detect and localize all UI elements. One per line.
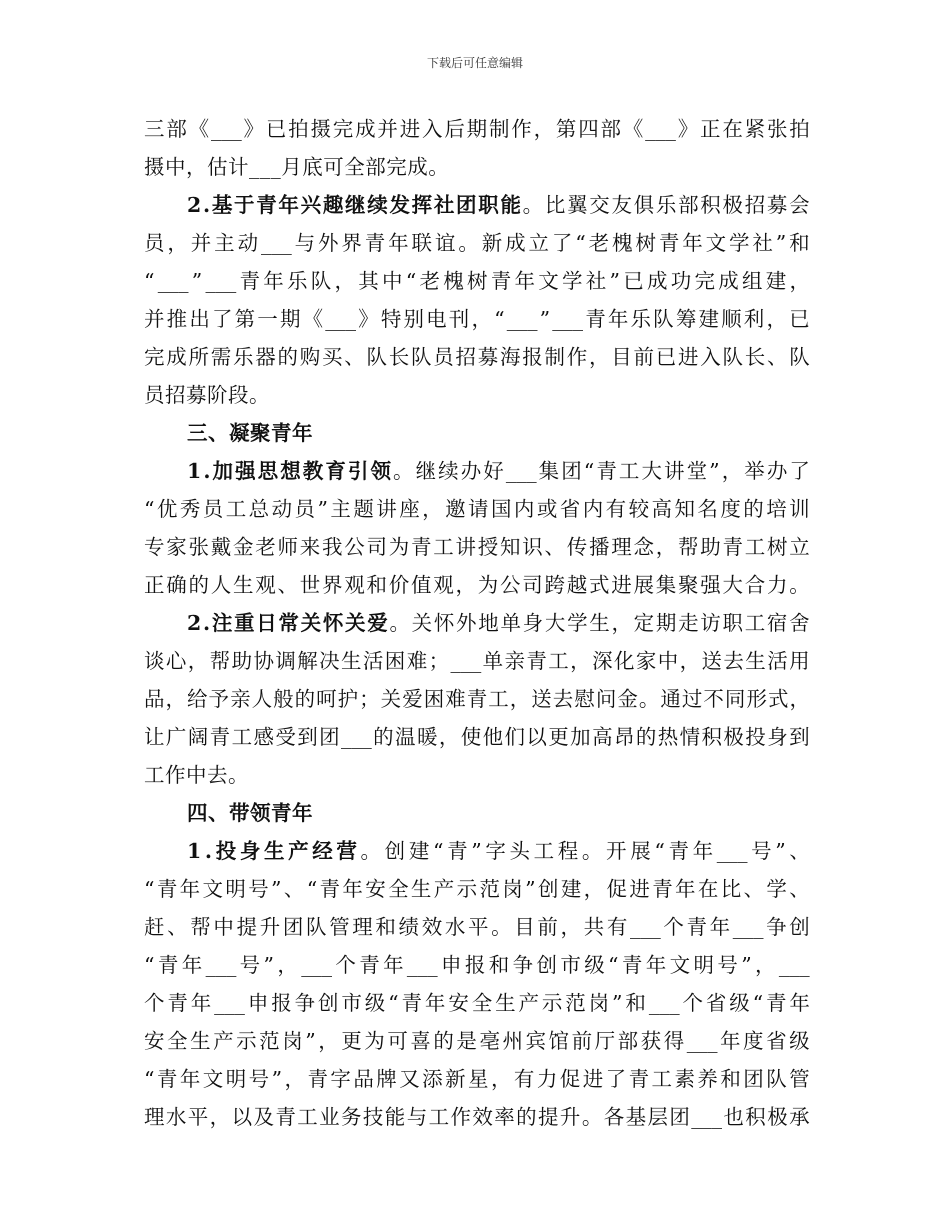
text-line (144, 756, 810, 794)
text-line (144, 376, 810, 414)
text-line: “ 青 年 文 明 号 ” 、 “ 青 年 安 全 生 产 示 范 岗 ” 创 建 ， 促 进 青 年 在 比 、 学 、 (144, 877, 810, 901)
text-line: 谈 心 ， 帮 助 协 调 解 决 生 活 困 难 ； ___ 单 亲 青 工 ， 深 化 家 中 ， 送 去 生 活 用 (144, 649, 810, 673)
text-line: 完 成 所 需 乐 器 的 购 买 、 队 长 队 员 招 募 海 报 制 作 ， 目 前 已 进 入 队 长 、 队 (144, 345, 810, 369)
text-line: 专 家 张 戴 金 老 师 来 我 公 司 为 青 工 讲 授 知 识 、 传 播 理 念 ， 帮 助 青 工 树 立 (144, 535, 810, 559)
text-line: 员 ， 并 主 动 ___ 与 外 界 青 年 联 谊 。 新 成 立 了 “ 老 槐 树 青 年 文 学 社 ” 和 (144, 231, 810, 255)
heading-lead: 三、凝聚青年 (187, 421, 313, 445)
text-line: “ 青 年 ___ 号 ” ， ___ 个 青 年 ___ 申 报 和 争 创 市 级 “ 青 年 文 明 号 ” ， ___ (144, 953, 810, 977)
text-line: 1 . 投 身 生 产 经 营 。 创 建 “ 青 ” 字 头 工 程 。 开 展 “ 青 年 ___ 号 ” 、 (187, 839, 810, 863)
line-text: 工作中去。 (144, 763, 249, 787)
line-text: 摄中，估计___月底可全部完成。 (144, 155, 450, 179)
page-header-note: 下载后可任意编辑 (426, 56, 523, 70)
line-text: 员招募阶段。 (144, 383, 270, 407)
text-line: 2 . 注 重 日 常 关 怀 关 爱 。 关 怀 外 地 单 身 大 学 生 ， 定 期 走 访 职 工 宿 舍 (187, 611, 810, 635)
text-line: 让 广 阔 青 工 感 受 到 团 ___ 的 温 暖 ， 使 他 们 以 更 加 高 昂 的 热 情 积 极 投 身 到 (144, 725, 810, 749)
text-line: 三 部 《 ___ 》 已 拍 摄 完 成 并 进 入 后 期 制 作 ， 第 四 部 《 ___ 》 正 在 紧 张 拍 (144, 117, 810, 141)
text-line: 2 . 基 于 青 年 兴 趣 继 续 发 挥 社 团 职 能 。 比 翼 交 友 俱 乐 部 积 极 招 募 会 (187, 193, 810, 217)
text-line: 1 . 加 强 思 想 教 育 引 领 。 继 续 办 好 ___ 集 团 “ 青 工 大 讲 堂 ” ， 举 办 了 (187, 459, 810, 483)
text-line: “ 优 秀 员 工 总 动 员 ” 主 题 讲 座 ， 邀 请 国 内 或 省 内 有 较 高 知 名 度 的 培 训 (144, 497, 810, 521)
text-line (144, 148, 810, 186)
text-line (144, 414, 810, 452)
text-line: 安 全 生 产 示 范 岗 ” ， 更 为 可 喜 的 是 亳 州 宾 馆 前 厅 部 获 得 ___ 年 度 省 级 (144, 1029, 810, 1053)
text-line: 并 推 出 了 第 一 期 《 ___ 》 特 别 电 刊 ， “ ___ ” ___ 青 年 乐 队 筹 建 顺 利 ， 已 (144, 307, 810, 331)
text-line: 正 确 的 人 生 观 、 世 界 观 和 价 值 观 ， 为 公 司 跨 越 式 进 展 集 聚 强 大 合 力 。 (144, 573, 810, 597)
text-line (144, 794, 810, 832)
document-body (144, 110, 810, 1136)
text-line: “ 青 年 文 明 号 ” ， 青 字 品 牌 又 添 新 星 ， 有 力 促 进 了 青 工 素 养 和 团 队 管 (144, 1067, 810, 1091)
heading-lead: 四、带领青年 (187, 801, 313, 825)
text-line: “ ___ ” ___ 青 年 乐 队 ， 其 中 “ 老 槐 树 青 年 文 学 社 ” 已 成 功 完 成 组 建 ， (144, 269, 810, 293)
text-line: 个 青 年 ___ 申 报 争 创 市 级 “ 青 年 安 全 生 产 示 范 岗 ” 和 ___ 个 省 级 “ 青 年 (144, 991, 810, 1015)
text-line: 赶 、 帮 中 提 升 团 队 管 理 和 绩 效 水 平 。 目 前 ， 共 有 ___ 个 青 年 ___ 争 创 (144, 915, 810, 939)
text-line: 品 ， 给 予 亲 人 般 的 呵 护 ； 关 爱 困 难 青 工 ， 送 去 慰 问 金 。 通 过 不 同 形 式 ， (144, 687, 810, 711)
text-line: 理 水 平 ， 以 及 青 工 业 务 技 能 与 工 作 效 率 的 提 升 。 各 基 层 团 ___ 也 积 极 承 (144, 1105, 810, 1129)
